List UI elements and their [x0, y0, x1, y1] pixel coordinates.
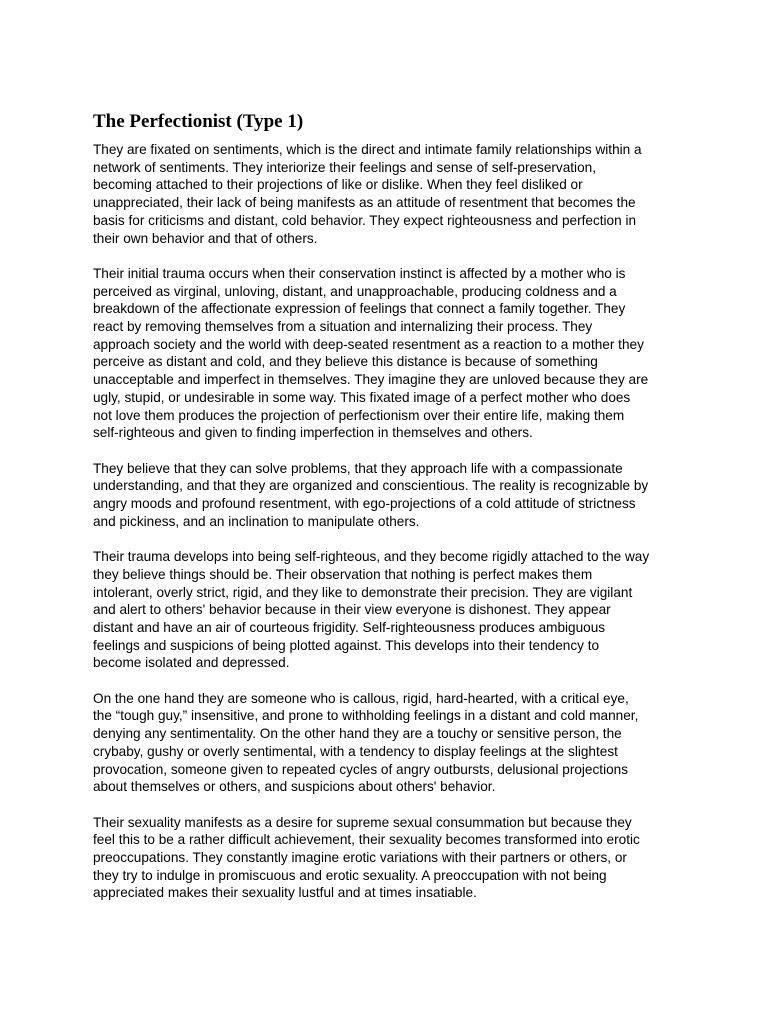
paragraph-two-sides: On the one hand they are someone who is callous, rigid, hard-hearted, with a critical eye, the “tough guy,” insensitive, and prone to withholding feelings in a distant and cold manner, denying any sentimentality. On the other hand they are a touchy or sensitive person, the crybaby, gushy or overly sentimental, with a tendency to display feelings at the slightest provocation, someone given to repeated cycles of angry outbursts, delusional projections about themselves or others, and suspicions about others' behavior. [93, 690, 639, 795]
paragraph-belief-reality: They believe that they can solve problems, that they approach life with a compassionate understanding, and that they are organized and conscientious. The reality is recognizable by angry moods and profound resentment, with ego-projections of a cold attitude of strictness and pickiness, and an inclination to manipulate others. [93, 460, 649, 529]
document-page [93, 110, 675, 920]
paragraph-self-righteous: Their trauma develops into being self-righteous, and they become rigidly attached to the way they believe things should be. Their observation that nothing is perfect makes them intolerant, overly strict, rigid, and they like to demonstrate their precision. They are vigilant and alert to others' behavior because in their view everyone is dishonest. They appear distant and have an air of courteous frigidity. Self-righteousness produces ambiguous feelings and suspicions of being plotted against. This develops into their tendency to become isolated and depressed. [93, 549, 650, 671]
document-title: The Perfectionist (Type 1) [93, 111, 304, 132]
paragraph-initial-trauma: Their initial trauma occurs when their conservation instinct is affected by a mother who is perceived as virginal, unloving, distant, and unapproachable, producing coldness and a breakdown of the affectionate expression of feelings that connect a family together. They react by removing themselves from a situation and internalizing their process. They approach society and the world with deep-seated resentment as a reaction to a mother they perceive as distant and cold, and they believe this distance is because of something unacceptable and imperfect in themselves. They imagine they are unloved because they are ugly, stupid, or undesirable in some way. This fixated image of a perfect mother who does not love them produces the projection of perfectionism over their entire life, making them self-righteous and given to finding imperfection in themselves and others. [93, 265, 649, 441]
paragraph-sexuality: Their sexuality manifests as a desire for supreme sexual consummation but because they feel this to be a rather difficult achievement, their sexuality becomes transformed into erotic preoccupations. They constantly imagine erotic variations with their partners or others, or they try to indulge in promiscuous and erotic sexuality. A preoccupation with not being appreciated makes their sexuality lustful and at times insatiable. [93, 814, 640, 901]
paragraph-fixation: They are fixated on sentiments, which is the direct and intimate family relationships within a network of sentiments. They interiorize their feelings and sense of self-preservation, becoming attached to their projections of like or dislike. When they feel disliked or unappreciated, their lack of being manifests as an attitude of resentment that becomes the basis for criticisms and distant, cold behavior. They expect righteousness and perfection in their own behavior and that of others. [93, 142, 642, 246]
